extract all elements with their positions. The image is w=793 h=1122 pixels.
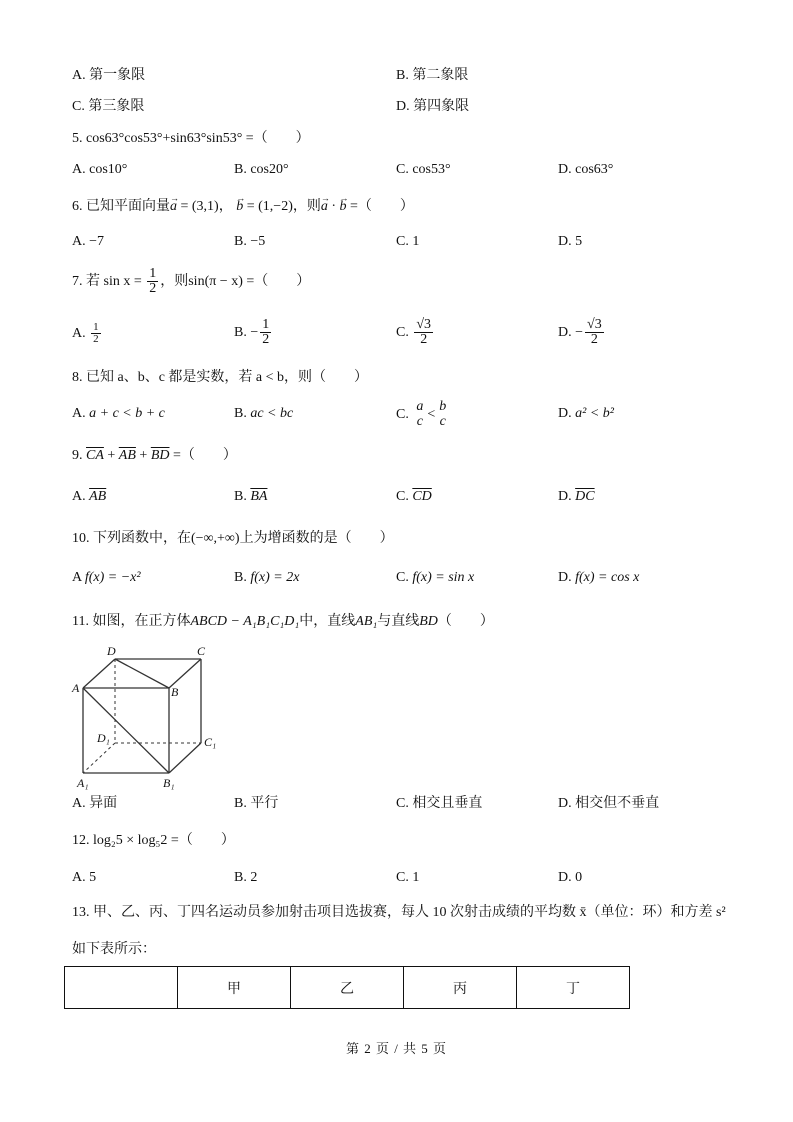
option-label: D. (558, 570, 572, 585)
cube-figure (64, 642, 224, 790)
frac-num: 1 (262, 316, 270, 332)
q11-text-mid2: 与直线 (377, 614, 420, 629)
q4-option-d: D. 第四象限 (396, 99, 470, 114)
frac-num: √3 (587, 316, 602, 332)
frac-den: 2 (149, 281, 157, 297)
q9-option-b (234, 487, 267, 507)
option-vector: $\overline{BA}$ (250, 489, 268, 504)
q8-text: 已知 a、b、c 都是实数，若 a < b，则（ ） (86, 370, 369, 385)
option-expr: f(x) = sin x (412, 570, 475, 585)
frac-num: √3 (416, 316, 432, 332)
option-label: B. (234, 325, 247, 340)
q7-option-b (234, 314, 273, 352)
frac-den: 2 (262, 332, 270, 348)
q11-solid: ABCD − A₁B₁C₁D₁ (190, 614, 300, 629)
table-header-empty (65, 967, 178, 1009)
plus: + (107, 448, 116, 463)
q12-option-d: D. 0 (558, 870, 583, 885)
option-op: < (427, 407, 436, 422)
option-label: C. (396, 407, 409, 422)
q7-option-d (558, 314, 606, 352)
q10-option-d (558, 568, 639, 588)
frac-num: 1 (93, 320, 99, 333)
table-row (65, 967, 630, 1009)
q7-text-mid: ，则 (160, 274, 189, 289)
q6-option-d: D. 5 (558, 234, 583, 249)
q9-number: 9. (72, 448, 83, 463)
q12-expression: log₂5 × log₅2 =（ ） (93, 833, 235, 848)
label-b: B (171, 685, 179, 699)
option-label: D. (558, 489, 572, 504)
option-expr: f(x) = cos x (575, 570, 640, 585)
q13-stem-line2: 如下表所示： (72, 942, 156, 957)
option-sign: − (250, 325, 259, 340)
q7-sinx: sin x = (103, 274, 142, 289)
option-label: B. (234, 570, 247, 585)
q7-stem (72, 263, 310, 301)
q11-suffix: （ ） (437, 614, 494, 629)
q10-text: 下列函数中，在 (93, 531, 191, 546)
table-header-yi: 乙 (291, 967, 404, 1009)
q11-text: 如图，在正方体 (92, 614, 191, 629)
vector-bd: $\overline{BD}$ (150, 448, 170, 463)
option-vector: $\overline{DC}$ (575, 489, 595, 504)
table-header-ding: 丁 (517, 967, 630, 1009)
option-label: A. (72, 406, 86, 421)
vector-b: → b (236, 197, 243, 217)
q6-stem: 6. 已知平面向量→ a = (3,1)， → b = (1,−2)，则→ a · → b =（ ） (72, 197, 414, 217)
q5-option-a: A. cos10° (72, 162, 128, 177)
frac-den: c (439, 413, 446, 429)
label-a1: A₁ (77, 776, 89, 790)
q5-number: 5. (72, 131, 83, 146)
q5-expression: cos63°cos53°+sin63°sin53° =（ ） (86, 131, 310, 146)
option-expr: a² < b² (575, 406, 614, 421)
q6-number: 6. (72, 199, 83, 214)
option-fraction-left (414, 400, 425, 429)
option-label: D. (558, 325, 572, 340)
q8-option-c (396, 396, 450, 434)
q6-b-value: = (1,−2) (246, 199, 293, 214)
q8-stem (72, 368, 368, 388)
page-footer: 第 2 页 / 共 5 页 (345, 1041, 448, 1056)
vector-a: → a (170, 197, 177, 217)
vector-ab: $\overline{AB}$ (118, 448, 136, 463)
q7-expr: sin(π − x) = (188, 274, 255, 289)
option-fraction (260, 318, 271, 348)
frac-den: 2 (93, 333, 99, 346)
q13-number: 13. (72, 905, 90, 920)
q10-option-b (234, 568, 299, 588)
option-sign: − (575, 325, 584, 340)
q5-option-b: B. cos20° (234, 162, 289, 177)
q6-text: 已知平面向量 (86, 199, 170, 214)
label-d: D (107, 644, 116, 658)
frac-den: 2 (420, 332, 428, 348)
q6-option-a: A. −7 (72, 234, 105, 249)
q7-number: 7. (72, 274, 83, 289)
option-expr: f(x) = 2x (250, 570, 300, 585)
q4-option-c: C. 第三象限 (72, 99, 145, 114)
q6-option-c: C. 1 (396, 234, 420, 249)
q9-stem (72, 446, 237, 466)
q13-text: 甲、乙、丙、丁四名运动员参加射击项目选拔赛，每人 10 次射击成绩的平均数 x̄（单位：环）和方差 s² (93, 905, 726, 920)
option-label: C. (396, 325, 409, 340)
q13-table (64, 966, 630, 1009)
option-label: D. (558, 406, 572, 421)
q12-number: 12. (72, 833, 90, 848)
option-label: C. (396, 570, 409, 585)
q8-option-a (72, 404, 165, 424)
frac-den: c (416, 413, 423, 429)
q11-option-d: D. 相交但不垂直 (558, 796, 660, 811)
label-c1: C₁ (204, 735, 217, 749)
q7-option-a (72, 316, 103, 352)
label-d1: D₁ (97, 731, 110, 745)
option-fraction-right (437, 400, 448, 429)
option-label: B. (234, 489, 247, 504)
option-label: A (72, 570, 82, 585)
label-b1: B₁ (163, 776, 175, 790)
option-expr: ac < bc (250, 406, 294, 421)
option-label: A. (72, 489, 86, 504)
q10-interval: (−∞,+∞) (191, 531, 240, 546)
table-header-jia: 甲 (178, 967, 291, 1009)
q10-number: 10. (72, 531, 90, 546)
q11-option-c: C. 相交且垂直 (396, 796, 483, 811)
q12-stem (72, 831, 235, 851)
frac-num: b (439, 399, 447, 415)
q10-stem (72, 529, 394, 549)
q9-option-a (72, 487, 106, 507)
vector-b-dot: → b (340, 197, 347, 217)
q12-option-c: C. 1 (396, 870, 420, 885)
option-vector: $\overline{CD}$ (412, 489, 432, 504)
q10-option-a (72, 568, 141, 588)
option-label: A. (72, 326, 86, 341)
q10-option-c (396, 568, 474, 588)
q5-option-c: C. cos53° (396, 162, 451, 177)
option-fraction (585, 318, 604, 348)
q6-suffix: =（ ） (350, 199, 414, 214)
q9-option-d (558, 487, 595, 507)
q13-stem (72, 903, 726, 923)
q11-option-a: A. 异面 (72, 796, 118, 811)
q6-text-mid: ，则 (292, 199, 321, 214)
frac-num: a (416, 399, 424, 415)
label-c: C (197, 644, 206, 658)
plus: + (139, 448, 148, 463)
q11-number: 11. (72, 614, 89, 629)
q8-option-d (558, 404, 614, 424)
q6-option-b: B. −5 (234, 234, 266, 249)
q12-option-a: A. 5 (72, 870, 97, 885)
table-header-bing: 丙 (404, 967, 517, 1009)
q7-text: 若 (86, 274, 100, 289)
option-label: B. (234, 406, 247, 421)
option-expr: f(x) = −x² (84, 570, 141, 585)
option-vector: $\overline{AB}$ (89, 489, 107, 504)
q7-option-c (396, 314, 435, 352)
q4-option-a: A. 第一象限 (72, 68, 146, 83)
q5-stem (72, 129, 310, 149)
q11-text-mid: 中，直线 (299, 614, 356, 629)
q6-separator: ， (218, 199, 233, 214)
frac-num: 1 (149, 265, 157, 281)
q8-number: 8. (72, 370, 83, 385)
q6-a-value: = (3,1) (180, 199, 219, 214)
q4-option-b: B. 第二象限 (396, 68, 469, 83)
q7-suffix: （ ） (254, 274, 311, 289)
q11-line1: AB₁ (355, 614, 378, 629)
option-fraction (91, 322, 101, 346)
q10-suffix: 上为增函数的是（ ） (239, 531, 394, 546)
q9-suffix: =（ ） (172, 448, 237, 463)
option-fraction (414, 318, 433, 348)
label-a: A (72, 681, 80, 695)
q12-option-b: B. 2 (234, 870, 258, 885)
option-label: C. (396, 489, 409, 504)
vector-a-dot: → a (321, 197, 328, 217)
q11-stem (72, 612, 494, 632)
option-expr: a + c < b + c (89, 406, 165, 421)
vector-ca: $\overline{CA}$ (86, 448, 104, 463)
q11-option-b: B. 平行 (234, 796, 279, 811)
q5-option-d: D. cos63° (558, 162, 614, 177)
q7-fraction (147, 267, 158, 297)
q11-line2: BD (419, 614, 438, 629)
frac-den: 2 (590, 332, 598, 348)
q9-option-c (396, 487, 432, 507)
q8-option-b (234, 404, 293, 424)
